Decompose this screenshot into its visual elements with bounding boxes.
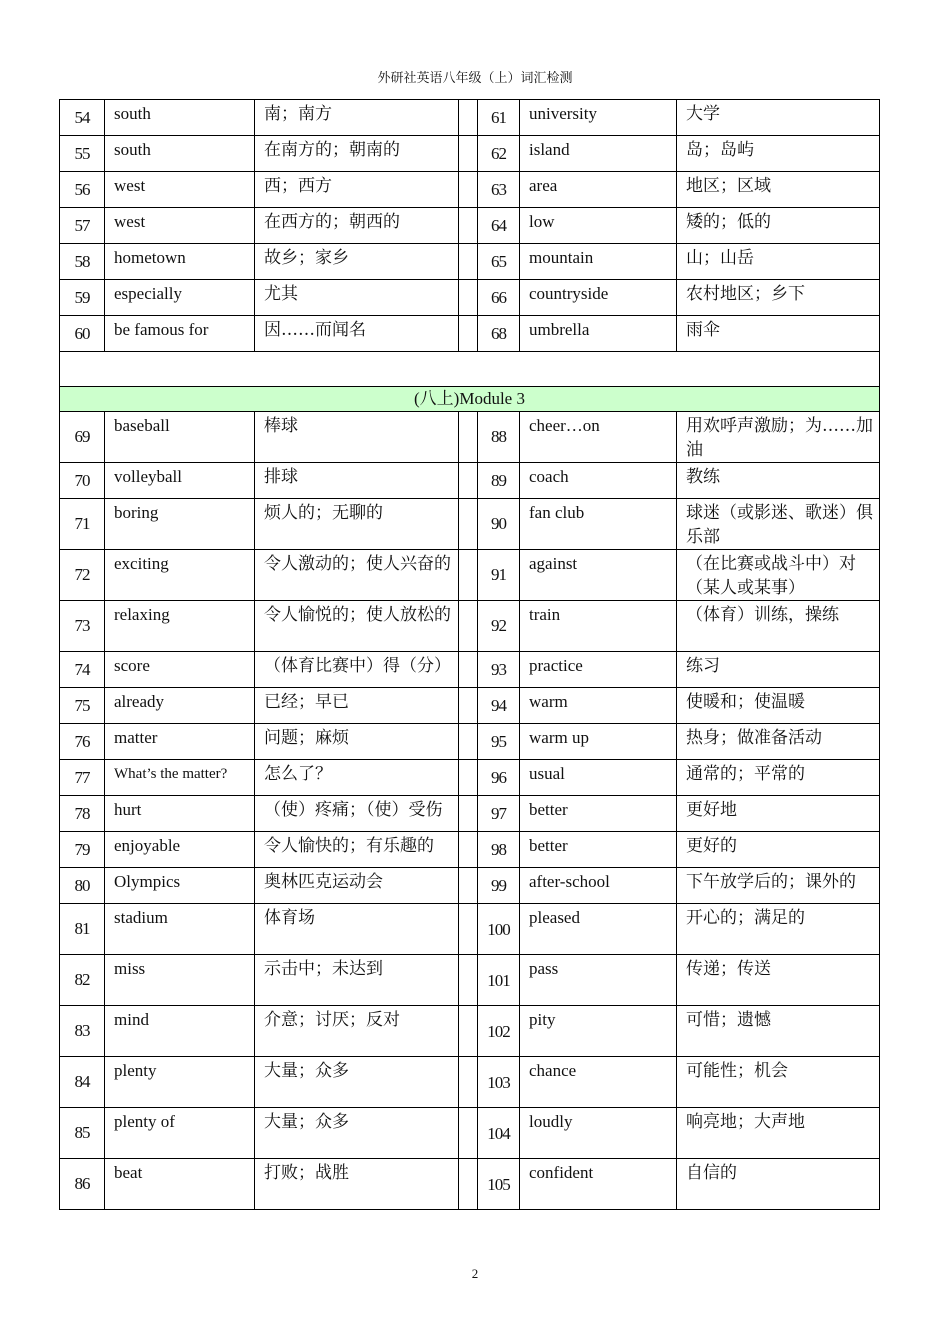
chinese-meaning: 自信的: [677, 1159, 880, 1210]
english-word: What’s the matter?: [105, 760, 255, 796]
chinese-meaning: 大量；众多: [255, 1108, 459, 1159]
entry-number: 58: [60, 244, 105, 280]
english-word: against: [520, 550, 677, 601]
chinese-meaning: 用欢呼声激励；为……加油: [677, 412, 880, 463]
english-word: enjoyable: [105, 832, 255, 868]
entry-number: 59: [60, 280, 105, 316]
english-word: university: [520, 100, 677, 136]
chinese-meaning: 开心的；满足的: [677, 904, 880, 955]
entry-number: 64: [478, 208, 520, 244]
english-word: stadium: [105, 904, 255, 955]
english-word: matter: [105, 724, 255, 760]
entry-number: 101: [478, 955, 520, 1006]
chinese-meaning: 棒球: [255, 412, 459, 463]
english-word: after-school: [520, 868, 677, 904]
entry-number: 98: [478, 832, 520, 868]
english-word: better: [520, 796, 677, 832]
table-row: [60, 100, 880, 136]
entry-number: 61: [478, 100, 520, 136]
entry-number: 70: [60, 463, 105, 499]
entry-number: 68: [478, 316, 520, 352]
section-title: (八上)Module 3: [60, 387, 880, 412]
table-row: [60, 601, 880, 652]
spacer-cell: [459, 1108, 478, 1159]
chinese-meaning: 教练: [677, 463, 880, 499]
chinese-meaning: 排球: [255, 463, 459, 499]
english-word: exciting: [105, 550, 255, 601]
chinese-meaning: 球迷（或影迷、歌迷）俱乐部: [677, 499, 880, 550]
entry-number: 80: [60, 868, 105, 904]
chinese-meaning: 下午放学后的；课外的: [677, 868, 880, 904]
chinese-meaning: 因……而闻名: [255, 316, 459, 352]
chinese-meaning: （体育）训练，操练: [677, 601, 880, 652]
chinese-meaning: 响亮地；大声地: [677, 1108, 880, 1159]
entry-number: 71: [60, 499, 105, 550]
english-word: pass: [520, 955, 677, 1006]
entry-number: 72: [60, 550, 105, 601]
english-word: pity: [520, 1006, 677, 1057]
english-word: chance: [520, 1057, 677, 1108]
entry-number: 100: [478, 904, 520, 955]
spacer-cell: [459, 550, 478, 601]
english-word: already: [105, 688, 255, 724]
english-word: cheer…on: [520, 412, 677, 463]
english-word: train: [520, 601, 677, 652]
chinese-meaning: 地区；区域: [677, 172, 880, 208]
english-word: miss: [105, 955, 255, 1006]
entry-number: 79: [60, 832, 105, 868]
table-row: [60, 832, 880, 868]
english-word: west: [105, 172, 255, 208]
spacer-cell: [459, 244, 478, 280]
chinese-meaning: 已经；早已: [255, 688, 459, 724]
chinese-meaning: 令人愉悦的；使人放松的: [255, 601, 459, 652]
spacer-cell: [459, 136, 478, 172]
table-row: [60, 244, 880, 280]
entry-number: 93: [478, 652, 520, 688]
chinese-meaning: 练习: [677, 652, 880, 688]
table-row: [60, 955, 880, 1006]
entry-number: 105: [478, 1159, 520, 1210]
chinese-meaning: 更好的: [677, 832, 880, 868]
english-word: umbrella: [520, 316, 677, 352]
entry-number: 81: [60, 904, 105, 955]
table-row: [60, 316, 880, 352]
table-row: [60, 904, 880, 955]
entry-number: 55: [60, 136, 105, 172]
table-row: [60, 760, 880, 796]
page-number: 2: [471, 1266, 479, 1281]
table-row: [60, 1108, 880, 1159]
table-row: [60, 172, 880, 208]
spacer-cell: [459, 760, 478, 796]
table-row: [60, 412, 880, 463]
chinese-meaning: 农村地区；乡下: [677, 280, 880, 316]
english-word: west: [105, 208, 255, 244]
english-word: pleased: [520, 904, 677, 955]
spacer-cell: [459, 1057, 478, 1108]
entry-number: 82: [60, 955, 105, 1006]
spacer-cell: [459, 1006, 478, 1057]
spacer-cell: [459, 904, 478, 955]
table-row: [60, 550, 880, 601]
table-row: [60, 136, 880, 172]
spacer-cell: [459, 601, 478, 652]
entry-number: 102: [478, 1006, 520, 1057]
spacer-cell: [459, 463, 478, 499]
chinese-meaning: （在比赛或战斗中）对（某人或某事）: [677, 550, 880, 601]
english-word: area: [520, 172, 677, 208]
entry-number: 92: [478, 601, 520, 652]
entry-number: 76: [60, 724, 105, 760]
spacer-cell: [459, 208, 478, 244]
spacer-cell: [459, 412, 478, 463]
chinese-meaning: 故乡；家乡: [255, 244, 459, 280]
entry-number: 95: [478, 724, 520, 760]
english-word: baseball: [105, 412, 255, 463]
chinese-meaning: 打败；战胜: [255, 1159, 459, 1210]
spacer-cell: [459, 499, 478, 550]
english-word: especially: [105, 280, 255, 316]
english-word: loudly: [520, 1108, 677, 1159]
entry-number: 73: [60, 601, 105, 652]
chinese-meaning: 可能性；机会: [677, 1057, 880, 1108]
chinese-meaning: 西；西方: [255, 172, 459, 208]
english-word: coach: [520, 463, 677, 499]
entry-number: 78: [60, 796, 105, 832]
chinese-meaning: 示击中；未达到: [255, 955, 459, 1006]
chinese-meaning: 矮的；低的: [677, 208, 880, 244]
entry-number: 104: [478, 1108, 520, 1159]
entry-number: 91: [478, 550, 520, 601]
page-header: 外研社英语八年级（上）词汇检测: [377, 71, 573, 86]
entry-number: 69: [60, 412, 105, 463]
chinese-meaning: 烦人的；无聊的: [255, 499, 459, 550]
english-word: score: [105, 652, 255, 688]
entry-number: 88: [478, 412, 520, 463]
english-word: plenty of: [105, 1108, 255, 1159]
table-row: [60, 463, 880, 499]
entry-number: 63: [478, 172, 520, 208]
chinese-meaning: 奥林匹克运动会: [255, 868, 459, 904]
entry-number: 97: [478, 796, 520, 832]
chinese-meaning: 令人愉快的；有乐趣的: [255, 832, 459, 868]
chinese-meaning: 介意；讨厌；反对: [255, 1006, 459, 1057]
english-word: mountain: [520, 244, 677, 280]
table-row: [60, 1159, 880, 1210]
table-row: [60, 724, 880, 760]
table-row: [60, 652, 880, 688]
english-word: be famous for: [105, 316, 255, 352]
entry-number: 85: [60, 1108, 105, 1159]
english-word: beat: [105, 1159, 255, 1210]
english-word: usual: [520, 760, 677, 796]
spacer-cell: [459, 1159, 478, 1210]
table-row: [60, 280, 880, 316]
spacer-cell: [459, 724, 478, 760]
english-word: south: [105, 100, 255, 136]
table-row: [60, 868, 880, 904]
english-word: plenty: [105, 1057, 255, 1108]
english-word: relaxing: [105, 601, 255, 652]
entry-number: 94: [478, 688, 520, 724]
english-word: hometown: [105, 244, 255, 280]
english-word: island: [520, 136, 677, 172]
chinese-meaning: 可惜；遗憾: [677, 1006, 880, 1057]
blank-cell: [60, 352, 880, 387]
chinese-meaning: 南；南方: [255, 100, 459, 136]
spacer-cell: [459, 832, 478, 868]
english-word: volleyball: [105, 463, 255, 499]
section-header-row: [60, 387, 880, 412]
chinese-meaning: 岛；岛屿: [677, 136, 880, 172]
english-word: better: [520, 832, 677, 868]
chinese-meaning: 大量；众多: [255, 1057, 459, 1108]
chinese-meaning: 更好地: [677, 796, 880, 832]
chinese-meaning: 令人激动的；使人兴奋的: [255, 550, 459, 601]
entry-number: 65: [478, 244, 520, 280]
spacer-cell: [459, 796, 478, 832]
chinese-meaning: 大学: [677, 100, 880, 136]
entry-number: 99: [478, 868, 520, 904]
english-word: hurt: [105, 796, 255, 832]
entry-number: 75: [60, 688, 105, 724]
entry-number: 90: [478, 499, 520, 550]
english-word: countryside: [520, 280, 677, 316]
chinese-meaning: 雨伞: [677, 316, 880, 352]
entry-number: 56: [60, 172, 105, 208]
table-row: [60, 1057, 880, 1108]
entry-number: 83: [60, 1006, 105, 1057]
entry-number: 77: [60, 760, 105, 796]
chinese-meaning: 问题；麻烦: [255, 724, 459, 760]
chinese-meaning: 体育场: [255, 904, 459, 955]
entry-number: 89: [478, 463, 520, 499]
entry-number: 57: [60, 208, 105, 244]
chinese-meaning: 传递；传送: [677, 955, 880, 1006]
spacer-cell: [459, 868, 478, 904]
table-row: [60, 688, 880, 724]
chinese-meaning: （体育比赛中）得（分）: [255, 652, 459, 688]
chinese-meaning: 尤其: [255, 280, 459, 316]
english-word: south: [105, 136, 255, 172]
table-row: [60, 796, 880, 832]
english-word: low: [520, 208, 677, 244]
spacer-cell: [459, 316, 478, 352]
spacer-cell: [459, 280, 478, 316]
english-word: fan club: [520, 499, 677, 550]
entry-number: 62: [478, 136, 520, 172]
english-word: confident: [520, 1159, 677, 1210]
english-word: Olympics: [105, 868, 255, 904]
entry-number: 86: [60, 1159, 105, 1210]
english-word: mind: [105, 1006, 255, 1057]
chinese-meaning: （使）疼痛；（使）受伤: [255, 796, 459, 832]
table-row: [60, 1006, 880, 1057]
entry-number: 60: [60, 316, 105, 352]
chinese-meaning: 怎么了？: [255, 760, 459, 796]
english-word: warm up: [520, 724, 677, 760]
chinese-meaning: 山；山岳: [677, 244, 880, 280]
entry-number: 103: [478, 1057, 520, 1108]
english-word: practice: [520, 652, 677, 688]
blank-row: [60, 352, 880, 387]
english-word: warm: [520, 688, 677, 724]
vocabulary-table: [59, 99, 880, 1210]
table-row: [60, 499, 880, 550]
entry-number: 74: [60, 652, 105, 688]
entry-number: 66: [478, 280, 520, 316]
entry-number: 96: [478, 760, 520, 796]
spacer-cell: [459, 652, 478, 688]
entry-number: 84: [60, 1057, 105, 1108]
spacer-cell: [459, 172, 478, 208]
english-word: boring: [105, 499, 255, 550]
spacer-cell: [459, 955, 478, 1006]
chinese-meaning: 通常的；平常的: [677, 760, 880, 796]
spacer-cell: [459, 100, 478, 136]
chinese-meaning: 在西方的；朝西的: [255, 208, 459, 244]
entry-number: 54: [60, 100, 105, 136]
chinese-meaning: 在南方的；朝南的: [255, 136, 459, 172]
table-row: [60, 208, 880, 244]
chinese-meaning: 热身；做准备活动: [677, 724, 880, 760]
chinese-meaning: 使暖和；使温暖: [677, 688, 880, 724]
spacer-cell: [459, 688, 478, 724]
